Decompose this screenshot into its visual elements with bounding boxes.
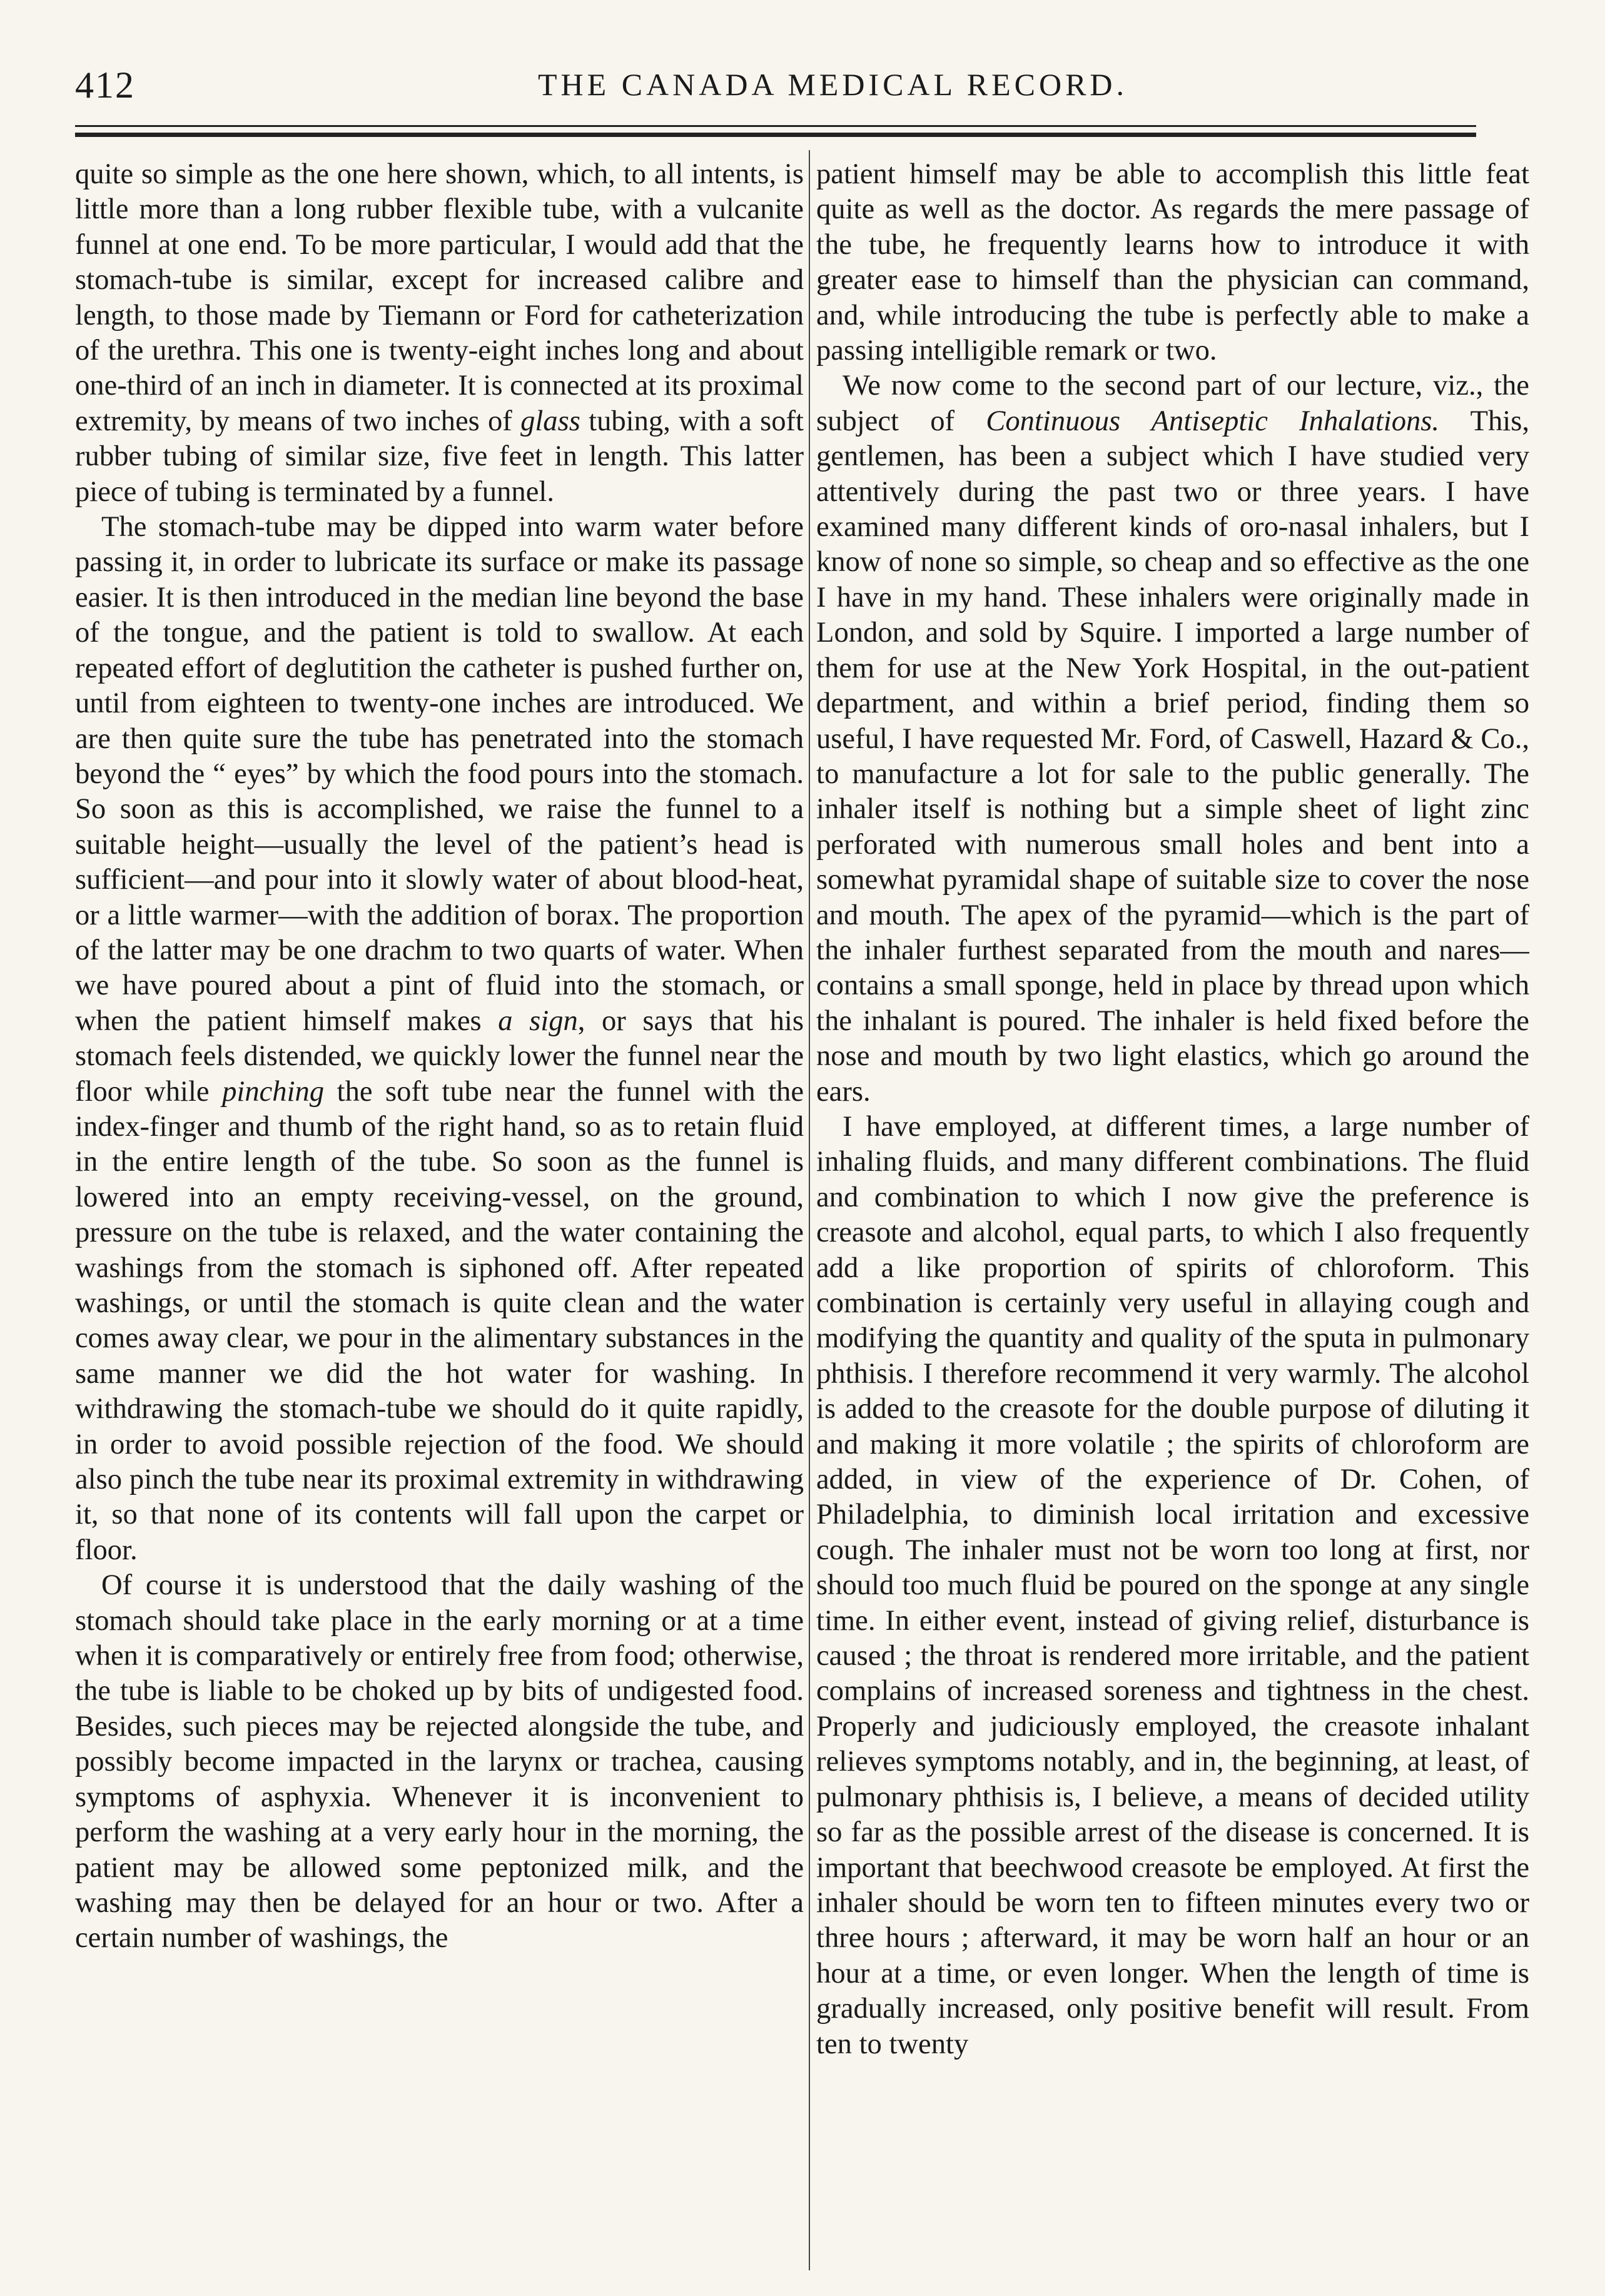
text-run: We now come to the second part of our lecture, viz., the subject of [816, 369, 1529, 437]
paragraph [816, 368, 1529, 1109]
italic-run: glass [520, 404, 580, 437]
text-run: Of course it is understood that the daily washing of the stomach should take place in the early morning or at a time when it is comparatively or entirely free from food; otherwise, the tube is liable to be choked up by bits of undigested food. Besides, such pieces may be rejected alongside the tube, and possibly become impacted in the larynx or trachea, causing symptoms of asphyxia. Whenever it is inconvenient to perform the washing at a very early hour in the morning, the patient may be allowed some peptonized milk, and the washing may then be delayed for an hour or two. After a certain number of washings, the [75, 1569, 804, 1955]
text-run: , or says that his stomach feels distended, we quickly lower the funnel near the floor while [75, 1004, 804, 1108]
text-run: I have employed, at different times, a large number of inhaling fluids, and many different combinations. The fluid and combination to which I now give the preference is creasote and alcohol, equal parts, to which I also frequently add a like proportion of spirits of chloroform. This combination is certainly very useful in allaying cough and modifying the quantity and quality of the sputa in pulmonary phthisis. I therefore recommend it very warmly. The alcohol is added to the creasote for the double purpose of diluting it and making it more volatile ; the spirits of chloroform are added, in view of the experience of Dr. Cohen, of Philadelphia, to diminish local irritation and excessive cough. The inhaler must not be worn too long at first, nor should too much fluid be poured on the sponge at any single time. In either event, instead of giving relief, disturbance is caused ; the throat is rendered more irritable, and the patient complains of increased soreness and tightness in the chest. Properly and judiciously employed, the creasote inhalant relieves symptoms notably, and in, the beginning, at least, of pulmonary phthisis is, I believe, a means of decided utility so far as the possible arrest of the disease is concerned. It is important that beechwood creasote be employed. At first the inhaler should be worn ten to fifteen minutes every two or three hours ; afterward, it may be worn half an hour or an hour at a time, or even longer. When the length of time is gradually increased, only positive benefit will result. From ten to twenty [816, 1110, 1529, 2060]
column-divider [809, 150, 810, 2270]
page-number: 412 [75, 64, 135, 106]
italic-run: a sign [498, 1004, 578, 1037]
paragraph [816, 1109, 1529, 2061]
paragraph [75, 1567, 804, 1955]
header-rule-thick [75, 133, 1476, 137]
paragraph [816, 156, 1529, 368]
paragraph [75, 156, 804, 509]
left-column [75, 156, 804, 2270]
paragraph [75, 509, 804, 1567]
right-column [816, 156, 1529, 2270]
text-run: The stomach-tube may be dipped into warm water before passing it, in order to lubricate its surface or make its passage easier. It is then introduced in the median line beyond the base of the tongue, and the patient is told to swallow. At each repeated effort of deglutition the catheter is pushed further on, until from eighteen to twenty-one inches are introduced. We are then quite sure the tube has penetrated into the stomach beyond the “ eyes” by which the food pours into the stomach. So soon as this is accomplished, we raise the funnel to a suitable height—usually the level of the patient’s head is sufficient—and pour into it slowly water of about blood-heat, or a little warmer—with the addition of borax. The proportion of the latter may be one drachm to two quarts of water. When we have poured about a pint of fluid into the stomach, or when the patient himself makes [75, 510, 804, 1037]
text-run: This, gentlemen, has been a subject which I have studied very attentively during the past two or three years. I have examined many different kinds of oro-nasal inhalers, but I know of none so simple, so cheap and so effective as the one I have in my hand. These inhalers were originally made in London, and sold by Squire. I imported a large number of them for use at the New York Hospital, in the out-patient department, and within a brief period, finding them so useful, I have requested Mr. Ford, of Caswell, Hazard & Co., to manufacture a lot for sale to the public generally. The inhaler itself is nothing but a simple sheet of light zinc perforated with numerous small holes and bent into a somewhat pyramidal shape of suitable size to cover the nose and mouth. The apex of the pyramid—which is the part of the inhaler furthest separated from the mouth and nares—contains a small sponge, held in place by thread upon which the inhalant is poured. The inhaler is held fixed before the nose and mouth by two light elastics, which go around the ears. [816, 404, 1529, 1108]
text-run: quite so simple as the one here shown, which, to all intents, is little more than a long rubber flexible tube, with a vulcanite funnel at one end. To be more particular, I would add that the stomach-tube is similar, except for increased calibre and length, to those made by Tiemann or Ford for catheterization of the urethra. This one is twenty-eight inches long and about one-third of an inch in diameter. It is connected at its proximal extremity, by means of two inches of [75, 158, 804, 437]
italic-run: Continuous Antiseptic Inhalations. [986, 404, 1440, 437]
text-run: patient himself may be able to accomplish this little feat quite as well as the doctor. As regards the mere passage of the tube, he frequently learns how to introduce it with greater ease to himself than the physician can command, and, while introducing the tube is perfectly able to make a passing intelligible remark or two. [816, 158, 1529, 367]
text-run: the soft tube near the funnel with the index-finger and thumb of the right hand, so as to retain fluid in the entire length of the tube. So soon as the funnel is lowered into an empty receiving-vessel, on the ground, pressure on the tube is relaxed, and the water containing the washings from the stomach is siphoned off. After repeated washings, or until the stomach is quite clean and the water comes away clear, we pour in the alimentary substances in the same manner we did the hot water for washing. In withdrawing the stomach-tube we should do it quite rapidly, in order to avoid possible rejection of the food. We should also pinch the tube near its proximal extremity in withdrawing it, so that none of its contents will fall upon the carpet or floor. [75, 1075, 804, 1566]
italic-run: pinching [222, 1075, 325, 1108]
text-run: tubing, with a soft rubber tubing of similar size, five feet in length. This latter piece of tubing is terminated by a funnel. [75, 404, 804, 508]
running-title: THE CANADA MEDICAL RECORD. [538, 67, 1128, 102]
header-rule-thin [75, 125, 1476, 127]
